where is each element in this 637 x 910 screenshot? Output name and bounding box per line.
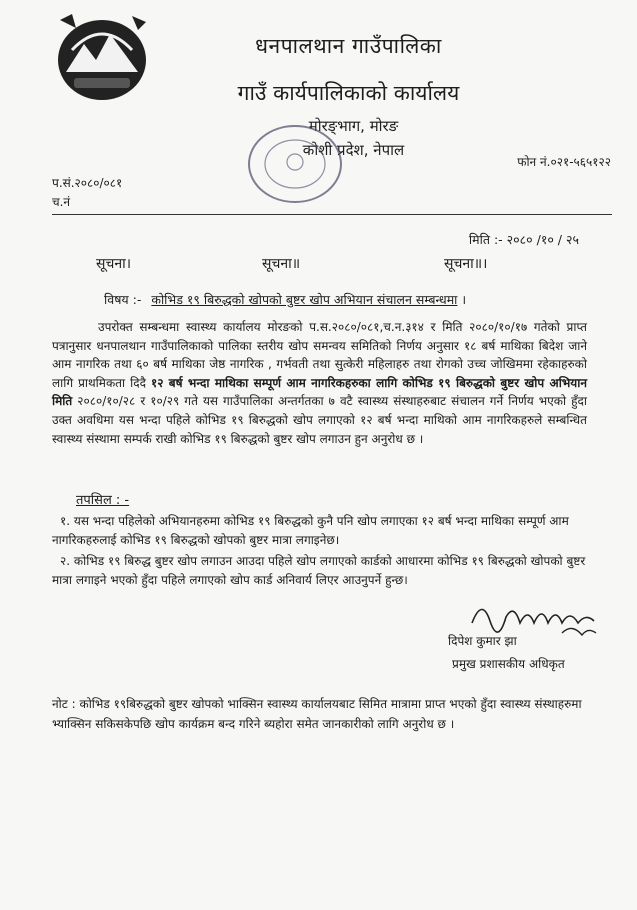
office-name: धनपालथान गाउँपालिका: [255, 34, 442, 58]
dispatch-number: च.नं: [52, 195, 71, 209]
body-paragraph: [52, 318, 587, 448]
schedule-list: [52, 512, 587, 592]
notice-heading-1: सूचना।: [96, 256, 132, 272]
document-date: मिति :- २०८० /१० / २५: [468, 232, 579, 247]
phone-number: फोन नं.०२१-५६५१२२: [517, 155, 611, 169]
office-stamp-icon: [240, 118, 350, 210]
subject-line: [104, 291, 466, 308]
header-divider: [52, 214, 612, 215]
subject-label: विषय :-: [104, 292, 142, 307]
notice-body: [52, 318, 587, 448]
schedule-heading: तपसिल : -: [76, 493, 130, 508]
notice-heading-3: सूचना॥।: [444, 256, 488, 272]
address-line-1: मोरङ्भाग, मोरङ: [308, 117, 399, 135]
reference-number: प.सं.२०८०/०८१: [52, 176, 123, 190]
signatory-title: प्रमुख प्रशासकीय अधिकृत: [452, 657, 565, 671]
subject-text: कोभिड १९ बिरुद्धको खोपको बुष्टर खोप अभियान संचालन सम्बन्धमा: [151, 292, 458, 307]
list-item: १. यस भन्दा पहिलेको अभियानहरुमा कोभिड १९ बिरुद्धको कुनै पनि खोप लगाएका १२ बर्ष भन्दा माथिका सम्पूर्ण आम नागरिकहरुलाई कोभिड १९ बिरुद्धको खोपको बुष्टर मात्रा लगाइनेछ।: [52, 514, 569, 547]
signatory-name: दिपेश कुमार झा: [448, 634, 517, 648]
address-line-2: कोशी प्रदेश, नेपाल: [302, 141, 405, 159]
notice-heading-2: सूचना॥: [262, 256, 301, 272]
footnote: नोट : कोभिड १९बिरुद्धको बुष्टर खोपको भाक्सिन स्वास्थ्य कार्यालयबाट सिमित मात्रामा प्राप्त भएको हुँदा स्वास्थ्य संस्थाहरुमा भ्याक्सिन सकिसकेपछि खोप कार्यक्रम बन्द गरिने ब्यहोरा समेत जानकारीको लागि अनुरोध छ ।: [52, 697, 582, 731]
body-text-1: उपरोक्त सम्बन्धमा स्वास्थ्य कार्यालय मोरङको प.स.२०८०/०८१,च.न.३१४ र मिति २०८०/१०/१७ गतेको प्राप्त पत्रानुसार धनपालथान गाउँपालिकाको पालिका स्तरीय खोप समन्वय समितिको निर्णय अनुसार १८ बर्ष माथिका बिदेश जाने आम नागरिक तथा ६० बर्ष माथिका जेष्ठ नागरिक , गर्भवती तथा सुत्केरी महिलाहरु तथा रोगको उच्च जोखिममा रहेकाहरुको लागि प्राथमिकता दिदै: [52, 320, 587, 390]
office-subtitle: गाउँ कार्यपालिकाको कार्यालय: [237, 81, 460, 105]
subject-end: ।: [461, 292, 467, 307]
body-text-bold: १२ बर्ष भन्दा माथिका सम्पूर्ण आम नागरिकहरुका लागि कोभिड १९ बिरुद्धको बुष्टर खोप अभियान मिति: [52, 375, 587, 409]
list-item: २. कोभिड १९ बिरुद्ध बुष्टर खोप लगाउन आउदा पहिले खोप लगाएको कार्डको आधारमा कोभिड १९ बिरुद्धको खोपको बुष्टर मात्रा लगाइने भएको हुँदा पहिले लगाएको खोप कार्ड अनिवार्य लिएर आउनुपर्ने हुन्छ।: [52, 554, 586, 587]
body-text-2: २०८०/१०/२८ र १०/२९ गते यस गाउँपालिका अन्तर्गतका ७ वटै स्वास्थ्य संस्थाहरुबाट संचालन गर्ने निर्णय भएको हुँदा उक्त अवधिमा यस भन्दा पहिले कोभिड १९ बिरुद्धको खोप लगाएको १२ बर्ष भन्दा माथिको आम नागरिकहरुले सम्बन्धित स्वास्थ्य संस्थामा सम्पर्क राखी कोभिड १९ बिरुद्धको बुष्टर खोप लगाउन हुन अनुरोध छ ।: [52, 394, 587, 446]
